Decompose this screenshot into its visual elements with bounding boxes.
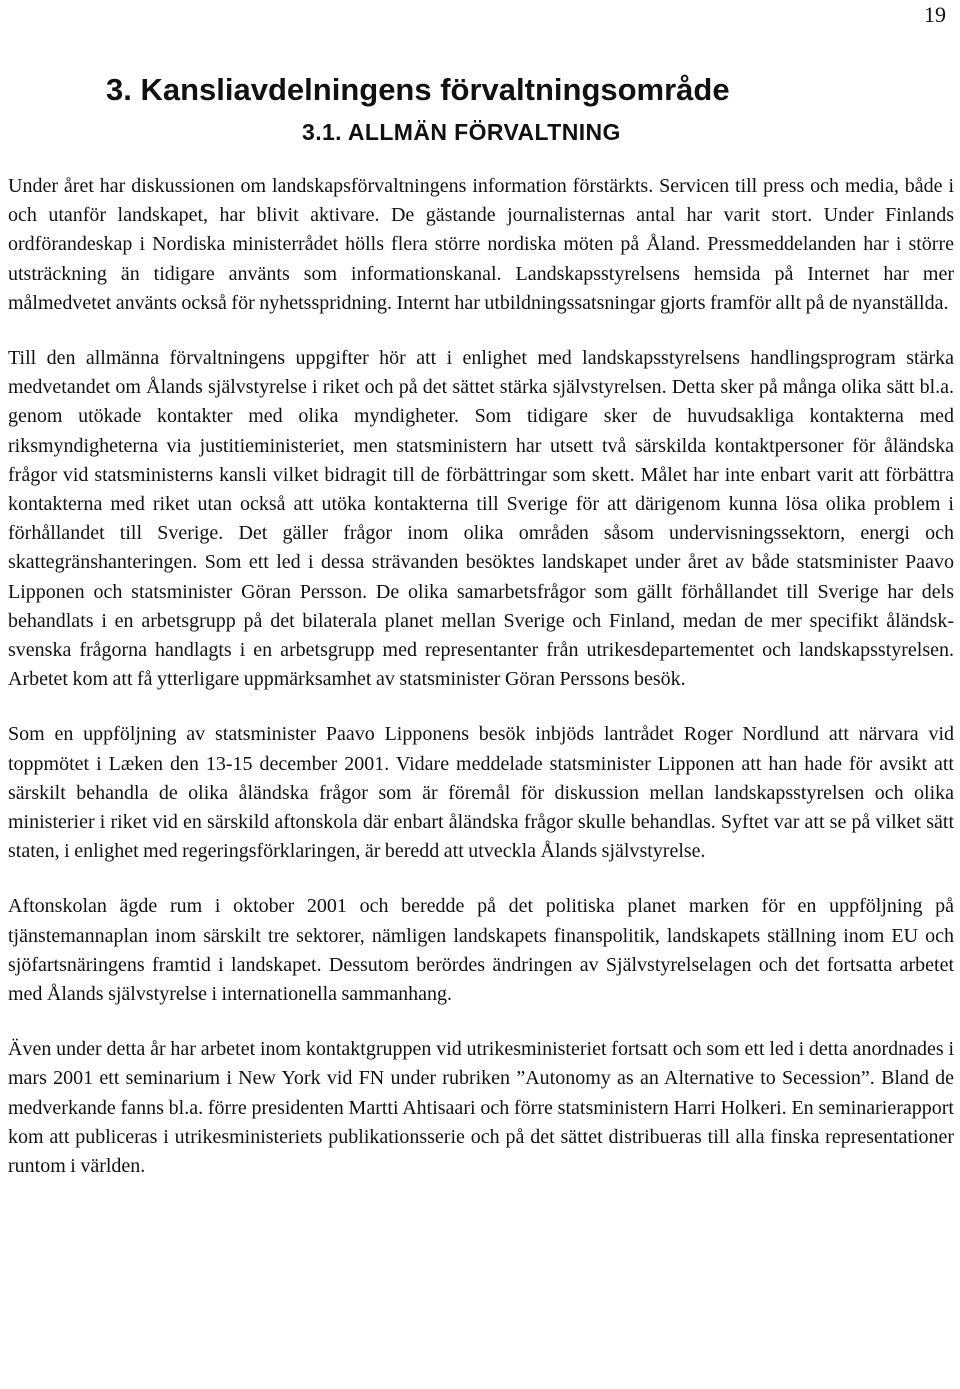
page-number: 19 — [924, 2, 946, 27]
chapter-heading: 3. Kansliavdelningens förvaltningsområde — [106, 72, 730, 107]
section-heading: 3.1. ALLMÄN FÖRVALTNING — [302, 119, 621, 145]
paragraph-4: Aftonskolan ägde rum i oktober 2001 och beredde på det politiska planet marken för en uppföljning på tjänstemannaplan inom särskilt tre sektorer, nämligen landskapets finanspolitik, landskapets ställning inom EU och sjöfartsnäringens framtid i landskapet. Dessutom berördes ändringen av Självstyrelselagen och det fortsatta arbetet med Ålands självstyrelse i internationella sammanhang. — [8, 895, 954, 1006]
paragraph-3: Som en uppföljning av statsminister Paavo Lipponens besök inbjöds lantrådet Roger Nordlund att närvara vid toppmötet i Læken den 13-15 december 2001. Vidare meddelade statsminister Lipponen att han hade för avsikt att särskilt behandla de olika åländska frågor som är föremål för diskussion mellan landskapsstyrelsen och olika ministerier i riket vid en särskild aftonskola där enbart åländska frågor skulle behandlas. Syftet var att se på vilket sätt staten, i enlighet med regeringsförklaringen, är beredd att utveckla Ålands självstyrelse. — [8, 723, 954, 863]
paragraph-5: Även under detta år har arbetet inom kontaktgruppen vid utrikesministeriet fortsatt och som ett led i detta anordnades i mars 2001 ett seminarium i New York vid FN under rubriken ”Autonomy as an Alternative to Secession”. Bland de medverkande fanns bl.a. förre presidenten Martti Ahtisaari och förre statsministern Harri Holkeri. En seminarierapport kom att publiceras i utrikesministeriets publikationsserie och på det sättet distribueras till alla finska representationer runtom i världen. — [8, 1038, 954, 1178]
body-text — [8, 172, 954, 1207]
paragraph-2: Till den allmänna förvaltningens uppgifter hör att i enlighet med landskapsstyrelsens handlingsprogram stärka medvetandet om Ålands självstyrelse i riket och på det sättet stärka självstyrelsen. Detta sker på många olika sätt bl.a. genom utökade kontakter med olika myndigheter. Som tidigare sker de huvudsakliga kontakterna med riksmyndigheterna via justitieministeriet, men statsministern har utsett två särskilda kontaktpersoner för åländska frågor vid statsministerns kansli vilket bidragit till de förbättringar som skett. Målet har inte enbart varit att förbättra kontakterna med riket utan också att utöka kontakterna till Sverige för att därigenom kunna lösa olika problem i förhållandet till Sverige. Det gäller frågor inom olika områden såsom undervisningssektorn, energi och skattegränshanteringen. Som ett led i dessa strävanden besöktes landskapet under året av både statsminister Paavo Lipponen och statsminister Göran Persson. De olika samarbetsfrågor som gällt förhållandet till Sverige har dels behandlats i en arbetsgrupp på det bilaterala planet mellan Sverige och Finland, medan de mer specifikt åländsk-svenska frågorna handlagts i en arbetsgrupp med representanter från utrikesdepartementet och landskapsstyrelsen. Arbetet kom att få ytterligare uppmärksamhet av statsminister Göran Perssons besök. — [8, 347, 954, 691]
paragraph-1: Under året har diskussionen om landskapsförvaltningens information förstärkts. Servicen till press och media, både i och utanför landskapet, har blivit aktivare. De gästande journalisternas antal har varit stort. Under Finlands ordförandeskap i Nordiska ministerrådet hölls flera större nordiska möten på Åland. Pressmeddelanden har i större utsträckning än tidigare använts som informationskanal. Landskapsstyrelsens hemsida på Internet har mer målmedvetet använts också för nyhetsspridning. Internt har utbildningssatsningar gjorts framför allt på de nyanställda. — [8, 175, 954, 314]
